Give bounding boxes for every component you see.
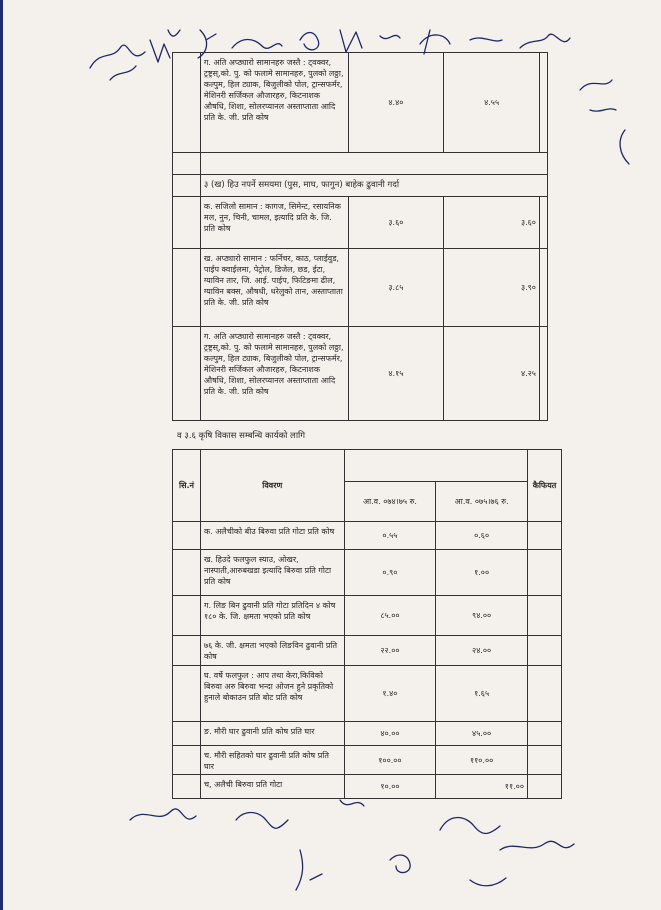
table-row [173,550,562,596]
table-row [173,666,562,722]
page-edge [0,0,3,910]
rate-year1: ०.५५ [344,522,436,550]
rate-year2: ४.५५ [444,53,540,153]
signature-bottom-8 [470,878,506,886]
table-row [173,775,562,799]
item-description: ग. लिङ बिन ढुवानी प्रति गोटा प्रतिदिन ४ कोष १८० के. जि. क्षमता भएको प्रति कोष [200,596,344,636]
rate-year1: १००.०० [344,746,436,775]
table-row [173,596,562,636]
rate-year2: ४.२५ [444,327,540,421]
header-sn: सि.नं [173,450,201,522]
item-description: ङ. मौरी घार ढुवानी प्रति कोष प्रति घार [200,722,344,746]
rate-year2: ११०.०० [436,746,528,775]
signature-bottom-6 [440,818,500,834]
signature-bottom-4 [340,800,364,806]
table-header-row [173,450,562,482]
table-row [173,522,562,550]
rate-year1: १.४० [344,666,436,722]
signature-top-1 [90,45,145,80]
table-row [173,636,562,666]
rate-year1: २२.०० [344,636,436,666]
signature-top-6 [340,30,400,52]
item-description: ख. हिउदे फलफुल स्याउ, ओखर, नास्पाती,आरुबखडा इत्यादि बिरुवा प्रति गोटा प्रति कोष [200,550,344,596]
rate-year1: ३.६० [348,197,444,249]
item-description: क. सजिलो सामान : कागज, सिमेन्ट, रसायनिक मल, नुन, चिनी, चामल, इत्यादि प्रति के. जि. प्रति कोष [200,197,348,249]
item-description: ७६ के. जी. क्षमता भएको लिङविन ढुवानी प्रति कोष [200,636,344,666]
rate-year2: ११.०० [436,775,528,799]
rate-year1: ८५.०० [344,596,436,636]
rate-year2: ९४.०० [436,596,528,636]
rate-year1: ४.१५ [348,327,444,421]
table-row [173,197,548,249]
table-row [173,746,562,775]
rate-year1: ४०.०० [344,722,436,746]
rate-year2: ३.६० [444,197,540,249]
table-row [173,249,548,327]
signature-top-7 [420,30,502,54]
agri-transport-rate-table [172,449,562,799]
rate-year1: ३.८५ [348,249,444,327]
table-row [173,53,548,153]
item-description: घ. वर्षे फलफुल : आप तथा केरा,किविको बिरुवा अरु बिरुवा भन्दा ओजन हुने प्रकृतिको हुनाले बोकाउन प्रति बोट प्रति कोष [200,666,344,722]
rate-year2: ४५.०० [436,722,528,746]
item-description: ग. अति अप्ठ्यारो सामानहरु जस्तै : ट्वक्वर, ट्रष्ट्रस्,को. पु. को फलामे सामानहरु, पुलको लठ्ठा, कल्पुम, हिल ट्याक, बिजुलीको पोल, ट्रान्सफर्मर, मेशिनरी सर्जिकल औजारहरु, किटनाशक औषधि, शिशा, सोलरप्यानल अस्ताप्ताता आदि प्रति के. जी. प्रति कोष [200,327,348,421]
rate-year1: १०.०० [344,775,436,799]
rate-year2: १.६५ [436,666,528,722]
item-description: ख. अप्ठ्यारो सामान : फर्निचर, काठ, प्लाईवुड, पाईप क्वाईलमा, पेट्रोल, डिजेल, छड, ईटा, ग्याविन तार, जि. आई. पाईप, फिटिङमा ढील, ग्याविन बक्स, औषधी, धरेलुको तान, अस्ताप्ताता प्रति के. जी. प्रति कोष [200,249,348,327]
rate-year2: ०.६० [436,522,528,550]
table-row-spacer [173,153,548,175]
rate-year2: ३.९० [444,249,540,327]
item-description: ग. अति अप्ठ्यारो सामानहरु जस्तै : ट्वक्वर, ट्रष्ट्रस्,को. पु. को फलामे सामानहरु, पुलको लठ्ठा, कल्पुम, हिल ट्याक, बिजुलीको पोल, ट्रान्सफर्मर, मेशिनरी सर्जिकल औजारहरु, किटनाशक औषधि, शिशा, सोलरप्यानल अस्ताप्ताता आदि प्रति के. जी. प्रति कोष [200,53,348,153]
header-description: विवरण [200,450,344,522]
header-remarks: कैफियत [527,450,561,522]
signature-bottom-3 [296,850,322,890]
transport-rate-table-top [172,52,548,421]
header-year1: आ.व. ०७४।७५ रु. [344,482,436,522]
rate-year2: २४.०० [436,636,528,666]
table-row [173,175,548,197]
signature-bottom-2 [236,813,288,829]
header-year2: आ.व. ०७५।७६ रु. [436,482,528,522]
signature-right-2 [620,130,629,164]
rate-year2: १.०० [436,550,528,596]
item-description: च. मौरी सहितको घार ढुवानी प्रति कोष प्रति घार [200,746,344,775]
rate-year1: ४.४० [348,53,444,153]
table-row [173,327,548,421]
section-caption: व ३.६ कृषि विकास सम्बन्धि कार्यको लागि [177,431,306,441]
section-heading: ३ (ख) हिउ नपर्ने समयमा (पुस, माघ, फागुन) बाहेक ढुवानी गर्दा [200,175,547,197]
signature-bottom-7 [500,841,574,850]
item-description: च, अलैची बिरुवा प्रति गोटा [200,775,344,799]
item-description: क. अलैचीको बीउ बिरुवा प्रति गोटा प्रति कोष [200,522,344,550]
signature-top-4 [232,40,282,49]
signature-top-5 [300,33,319,50]
signature-right-1 [580,80,616,111]
rate-year1: ०.९० [344,550,436,596]
signature-bottom-5 [390,855,410,873]
signature-top-8 [520,34,570,48]
table-row [173,722,562,746]
signature-bottom-1 [130,809,196,820]
